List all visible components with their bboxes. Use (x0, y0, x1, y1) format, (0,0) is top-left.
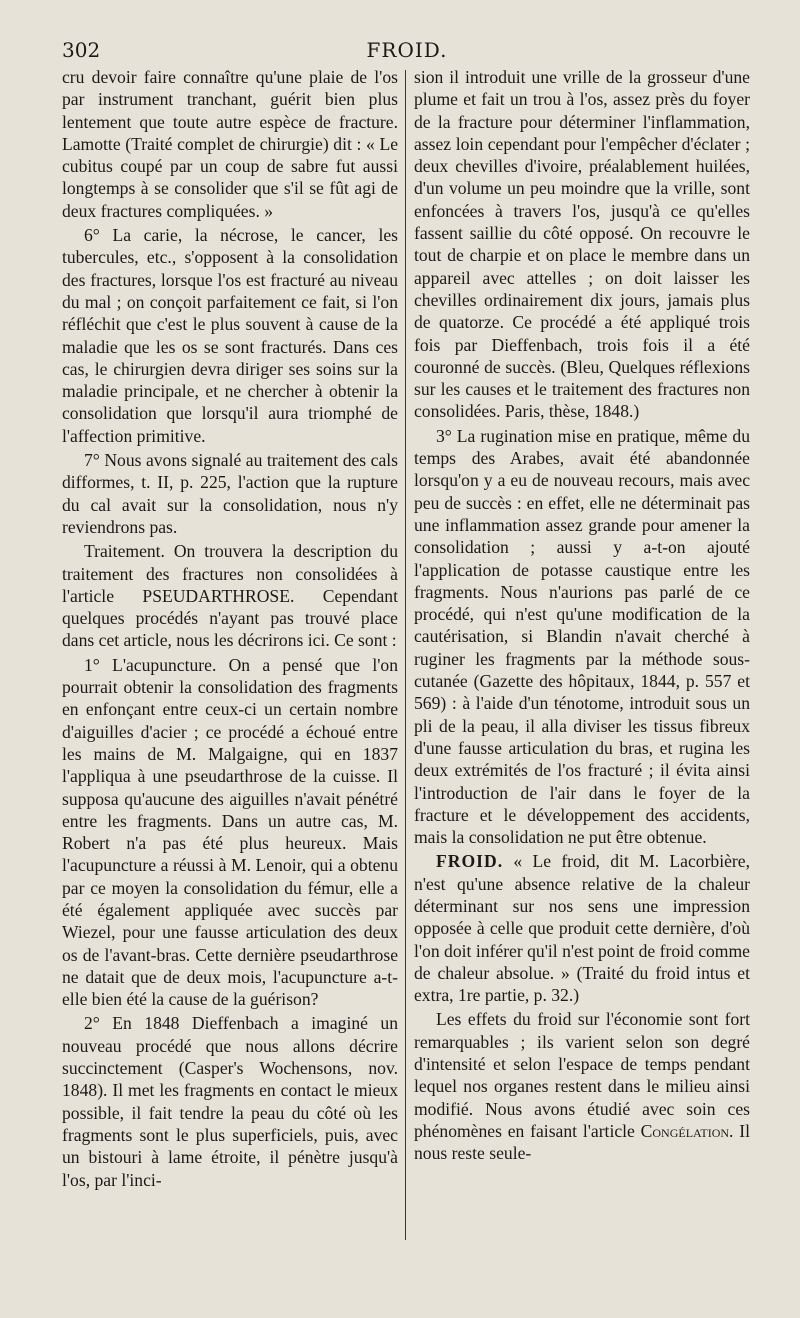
paragraph: Traitement. On trouvera la description du traitement des fractures non consolidées à l'article PSEUDARTHROSE. Cependant quelques procédés n'ayant pas trouvé place dans cet article, nous les décrirons ici. Ce sont : (62, 541, 398, 651)
paragraph-text: Les effets du froid sur l'économie sont fort remarquables ; ils varient selon son degré d'intensité et selon l'espace de temps pendant lequel nos organes restent dans le milieu ainsi modifié. Nous avons étudié avec soin ces phénomènes en faisant l'article (414, 1009, 750, 1141)
entry-headword: FROID. (436, 851, 504, 872)
paragraph: 7° Nous avons signalé au traitement des cals difformes, t. II, p. 225, l'action que la rupture du cal avait sur la consolidation, nous n'y reviendrons pas. (62, 450, 398, 537)
paragraph: sion il introduit une vrille de la grosseur d'une plume et fait un trou à l'os, assez près du foyer de la fracture pour déterminer l'inflammation, assez loin cependant pour l'empêcher d'éclater ; deux chevilles d'ivoire, préalablement huilées, d'un volume un peu moindre que la vrille, sont enfoncées à travers l'os, jusqu'à ce qu'elles fassent saillie du côté opposé. On recouvre le tout de charpie et on place le membre dans un appareil avec attelles ; on doit laisser les chevilles ordinairement dix jours, jamais plus de quatorze. Ce procédé a été appliqué trois fois par Dieffenbach, trois fois il a été couronné de succès. (Bleu, Quelques réflexions sur les causes et le traitement des fractures non consolidées. Paris, thèse, 1848.) (414, 67, 750, 422)
paragraph (414, 1008, 750, 1164)
paragraph: 1° L'acupuncture. On a pensé que l'on pourrait obtenir la consolidation des fragments en enfonçant entre ceux-ci un certain nombre d'aiguilles d'acier ; ce procédé a échoué entre les mains de M. Malgaigne, qui en 1837 l'appliqua à une pseudarthrose de la cuisse. Il supposa qu'aucune des aiguilles n'avait pénétré entre les fragments. Dans un autre cas, M. Robert n'a pas été plus heureux. Mais l'acupuncture a réussi à M. Lenoir, qui a obtenu par ce moyen la consolidation du fémur, elle a été également appliquée avec succès par Wiezel, pour une fausse articulation des deux os de l'avant-bras. Cette dernière pseudarthrose ne datait que de deux mois, l'acupuncture a-t-elle bien été la cause de la guérison? (62, 654, 398, 1010)
paragraph: 6° La carie, la nécrose, le cancer, les tubercules, etc., s'opposent à la consolidation des fractures, lorsque l'os est fracturé au niveau du mal ; on conçoit parfaitement ce fait, si l'on réfléchit que c'est le plus souvent à cause de la maladie que les os se sont fracturés. Dans ces cas, le chirurgien devra diriger ses soins sur la maladie principale, et ne chercher à obtenir la consolidation que lorsqu'il aura triomphé de l'affection primitive. (62, 225, 398, 446)
cross-reference: Congélation. (640, 1120, 734, 1141)
paragraph-tail: Il nous reste seule- (414, 1120, 750, 1164)
page-number: 302 (62, 38, 101, 62)
paragraph: 3° La rugination mise en pratique, même du temps des Arabes, avait été abandonnée lorsqu'on y a eu de nouveau recours, mais avec peu de succès : en effet, elle ne déterminait pas une inflammation assez grande pour amener la consolidation ; aussi y a-t-on ajouté l'application de potasse caustique entre les fragments. Nous n'aurions pas parlé de ce procédé, qui n'est qu'une modification de la cautérisation, si Blandin n'avait cherché à ruginer les fragments par la méthode sous-cutanée (Gazette des hôpitaux, 1844, p. 557 et 569) : à l'aide d'un ténotome, introduit sous un pli de la peau, il alla diviser les tissus fibreux d'une fausse articulation du bras, et rugina les deux extrémités de l'os fracturé ; il évita ainsi l'introduction de l'air dans le foyer de la fracture et le développement des accidents, mais la consolidation ne put être obtenue. (414, 425, 750, 848)
dictionary-entry (414, 850, 750, 1006)
right-column (414, 66, 750, 1246)
paragraph: cru devoir faire connaître qu'une plaie de l'os par instrument tranchant, guérit bien plus lentement que toute autre espèce de fracture. Lamotte (Traité complet de chirurgie) dit : « Le cubitus coupé par un coup de sabre fut aussi longtemps à se consolider que s'il se fût agi de deux fractures compliquées. » (62, 67, 398, 221)
left-column (62, 66, 398, 1246)
paragraph: 2° En 1848 Dieffenbach a imaginé un nouveau procédé que nous allons décrire succinctement (Casper's Wochensons, nov. 1848). Il met les fragments en contact le mieux possible, il fait tendre la peau du côté où les fragments sont le plus superficiels, puis, avec un bistouri à lame étroite, il pénètre jusqu'à l'os, par l'inci- (62, 1013, 398, 1190)
column-divider (405, 70, 406, 1240)
running-title: FROID. (366, 38, 448, 62)
entry-text: « Le froid, dit M. Lacorbière, n'est qu'une absence relative de la chaleur déterminant sur nos sens une impression opposée à celle que produit cette dernière, d'où l'on doit inférer qu'il n'est point de froid comme de chaleur absolue. » (Traité du froid intus et extra, 1re partie, p. 32.) (414, 851, 750, 1006)
page-header (62, 38, 752, 66)
